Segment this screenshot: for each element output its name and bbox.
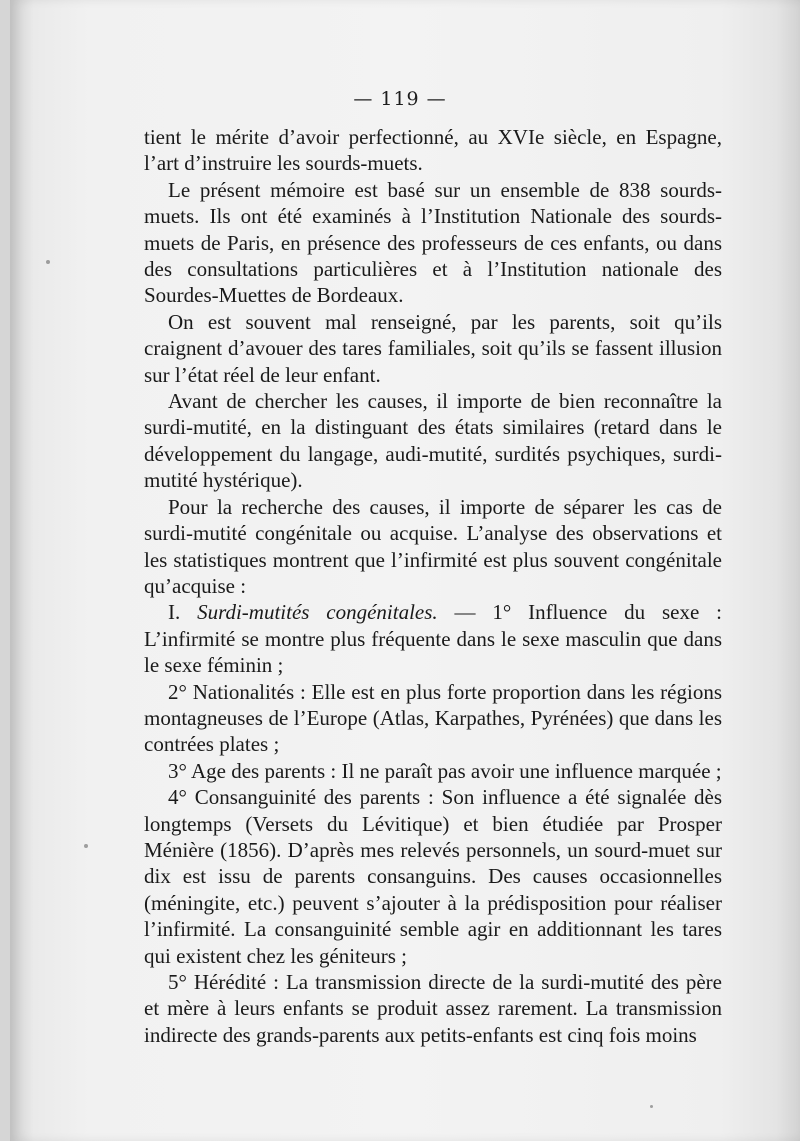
paragraph: Pour la recherche des causes, il importe de séparer les cas de surdi-mutité congénitale ou acquise. L’analyse des observations et les statistiques montrent que l’infirmité est plus souvent congénitale qu’acquise : (144, 494, 722, 598)
section-number: I. (168, 600, 181, 625)
body-text (144, 124, 722, 1048)
paragraph: tient le mérite d’avoir perfectionné, au XVIe siècle, en Espagne, l’art d’instruire les sourds-muets. (144, 125, 722, 176)
paragraph: On est souvent mal renseigné, par les parents, soit qu’ils craignent d’avouer des tares familiales, soit qu’ils se fassent illusion sur l’état réel de leur enfant. (144, 309, 722, 387)
section-text: — 1° Influence du sexe : L’infirmité se montre plus fréquente dans le sexe masculin que dans le sexe féminin ; (144, 600, 722, 678)
paragraph: 5° Hérédité : La transmission directe de la surdi-mutité des père et mère à leurs enfants se produit assez rarement. La transmission indirecte des grands-parents aux petits-enfants est cinq fois moins (144, 970, 722, 1047)
paragraph: 3° Age des parents : Il ne paraît pas avoir une influence marquée ; (168, 758, 722, 783)
paper-speck (84, 844, 88, 848)
paper-speck (46, 260, 50, 264)
paragraph: Le présent mémoire est basé sur un ensemble de 838 sourds-muets. Ils ont été examinés à l’Institution Nationale des sourds-muets de Paris, en présence des professeurs de ces enfants, ou dans des consultations particulières et à l’Institution nationale des Sourdes-Muettes de Bordeaux. (144, 177, 722, 308)
page-number: — 119 — (353, 88, 447, 110)
paragraph: 4° Consanguinité des parents : Son influence a été signalée dès longtemps (Versets du Lévitique) et bien étudiée par Prosper Ménière (1856). D’après mes relevés personnels, un sourd-muet sur dix est issu de parents consanguins. Des causes occasionnelles (méningite, etc.) peuvent s’ajouter à la prédisposition pour réaliser l’infirmité. La consanguinité semble agir en additionnant les tares qui existent chez les géniteurs ; (144, 785, 722, 968)
paragraph: 2° Nationalités : Elle est en plus forte proportion dans les régions montagneuses de l’Europe (Atlas, Karpathes, Pyrénées) que dans les contrées plates ; (144, 679, 722, 757)
paper-speck (650, 1105, 653, 1108)
section-heading: Surdi-mutités congénitales. (197, 600, 438, 625)
paragraph-section (144, 599, 722, 678)
paragraph: Avant de chercher les causes, il importe de bien reconnaître la surdi-mutité, en la distinguant des états similaires (retard dans le développement du langage, audi-mutité, surdités psychiques, surdi-mutité hystérique). (144, 389, 722, 493)
